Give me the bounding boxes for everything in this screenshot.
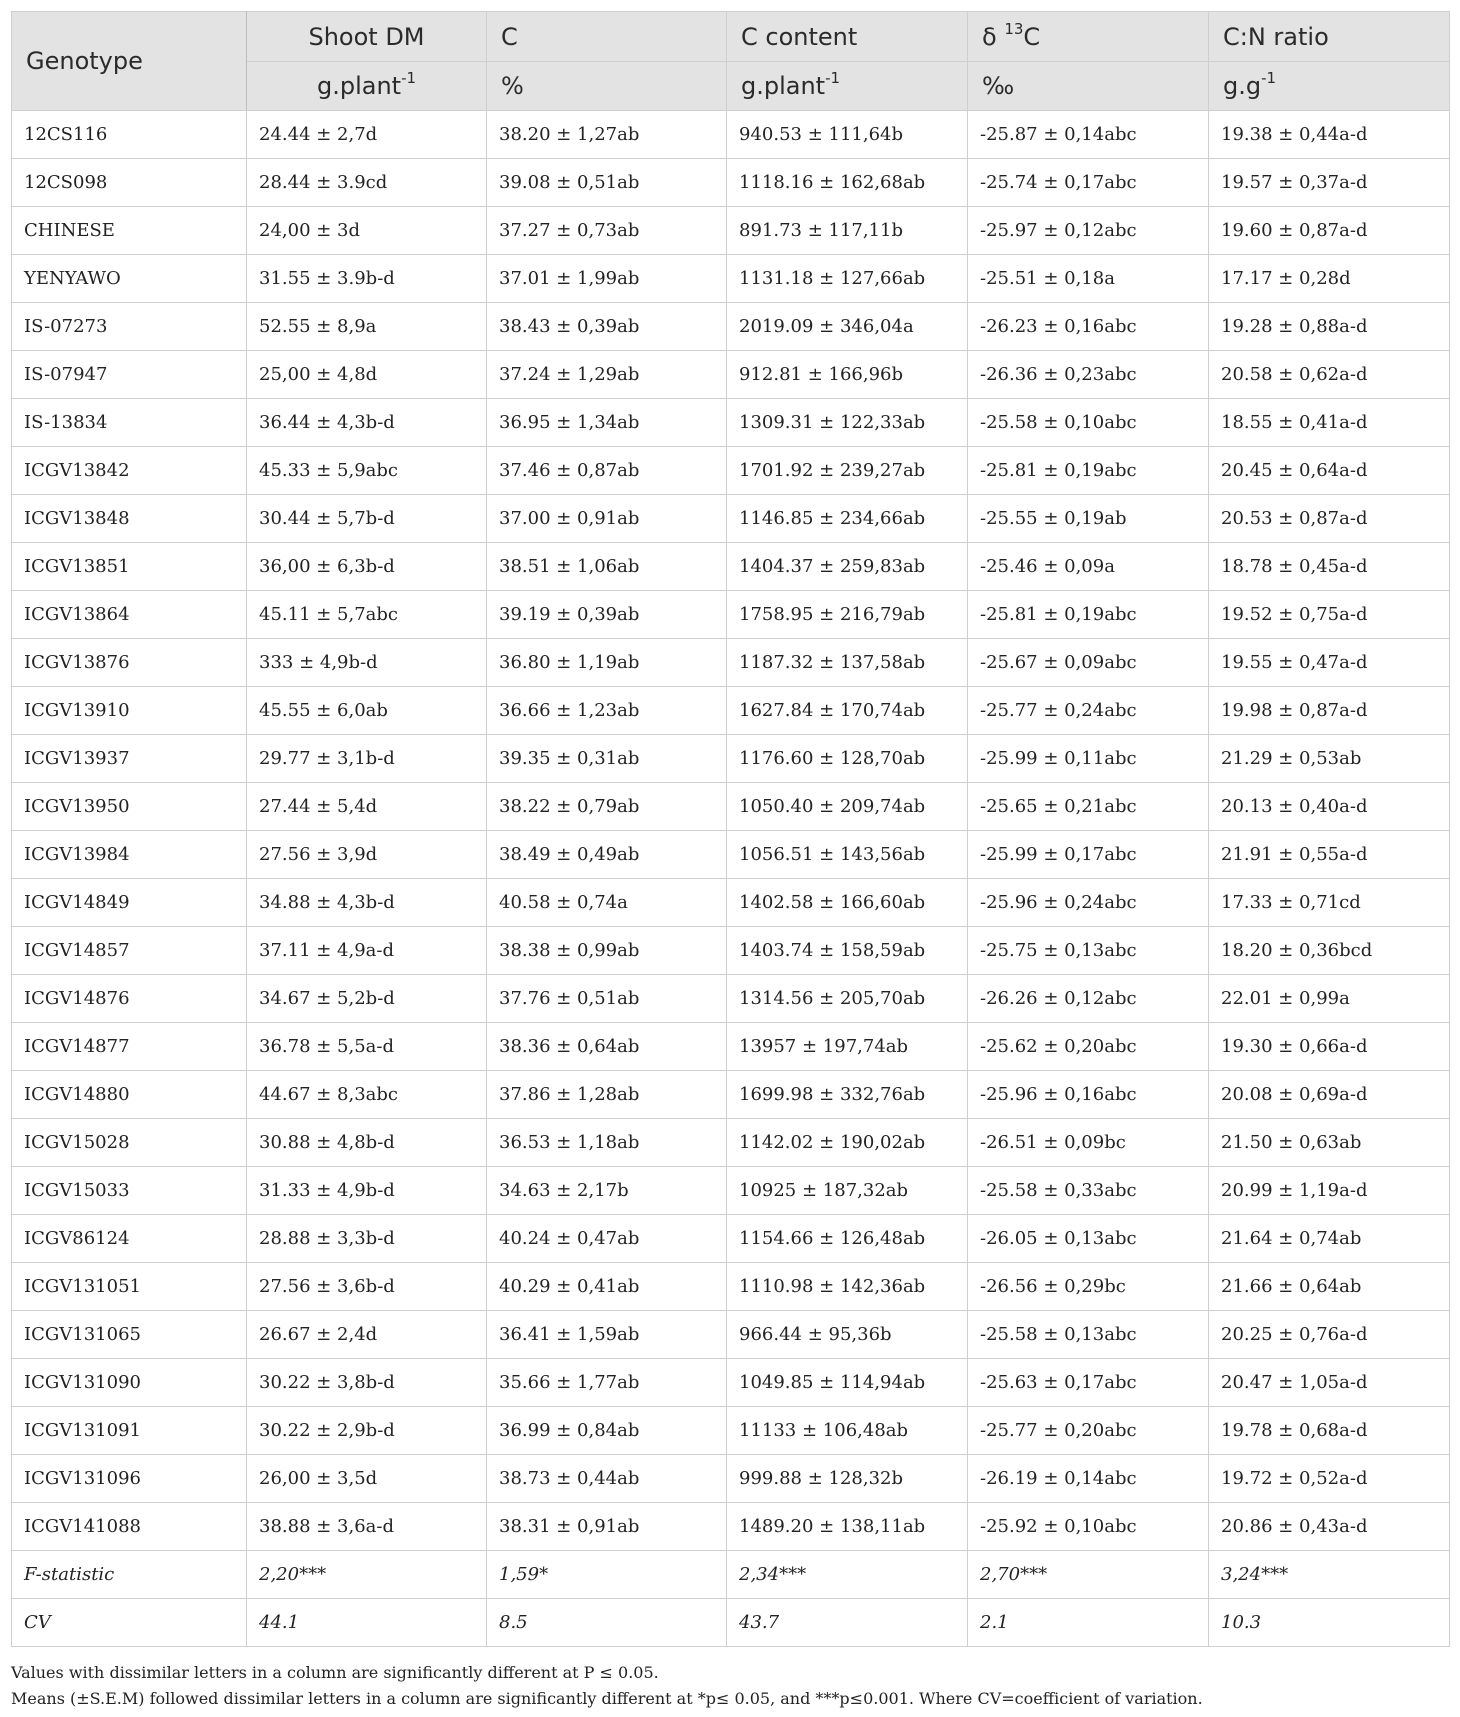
table-cell: 36,00 ± 6,3b-d [247,543,487,591]
table-cell: 912.81 ± 166,96b [727,351,968,399]
row-label-cell: ICGV13842 [12,447,247,495]
row-label-cell: ICGV131065 [12,1311,247,1359]
table-row [12,639,1450,687]
table-cell: 43.7 [727,1599,968,1647]
table-cell: 24,00 ± 3d [247,207,487,255]
table-row [12,495,1450,543]
table-cell: 44.67 ± 8,3abc [247,1071,487,1119]
table-cell: -26.36 ± 0,23abc [968,351,1209,399]
unit-c-content [727,62,968,111]
row-label-cell: ICGV14877 [12,1023,247,1071]
row-label-cell: ICGV13910 [12,687,247,735]
table-cell: 36.66 ± 1,23ab [487,687,727,735]
table-cell: 1142.02 ± 190,02ab [727,1119,968,1167]
table-row [12,207,1450,255]
table-cell: 26.67 ± 2,4d [247,1311,487,1359]
table-cell: 39.35 ± 0,31ab [487,735,727,783]
table-cell: -25.99 ± 0,11abc [968,735,1209,783]
row-label-cell: IS-07947 [12,351,247,399]
table-cell: -26.23 ± 0,16abc [968,303,1209,351]
unit-shoot-dm-base: g.plant [316,72,402,100]
row-label-cell: ICGV14876 [12,975,247,1023]
header-cn-ratio: C:N ratio [1209,12,1450,62]
table-cell: -25.96 ± 0,16abc [968,1071,1209,1119]
table-cell: 28.88 ± 3,3b-d [247,1215,487,1263]
table-cell: 38.31 ± 0,91ab [487,1503,727,1551]
table-cell: 28.44 ± 3.9cd [247,159,487,207]
table-cell: -25.92 ± 0,10abc [968,1503,1209,1551]
table-cell: 38.38 ± 0,99ab [487,927,727,975]
table-cell: 1050.40 ± 209,74ab [727,783,968,831]
table-cell: 1309.31 ± 122,33ab [727,399,968,447]
table-footnotes [11,1660,1203,1712]
table-cell: 27.56 ± 3,9d [247,831,487,879]
table-cell: 1701.92 ± 239,27ab [727,447,968,495]
table-cell: 8.5 [487,1599,727,1647]
table-cell: 891.73 ± 117,11b [727,207,968,255]
table-cell: 31.55 ± 3.9b-d [247,255,487,303]
table-cell: 19.38 ± 0,44a-d [1209,111,1450,159]
table-cell: 2,34*** [727,1551,968,1599]
row-label-cell: ICGV15033 [12,1167,247,1215]
table-cell: -26.56 ± 0,29bc [968,1263,1209,1311]
table-cell: 13957 ± 197,74ab [727,1023,968,1071]
table-cell: 17.17 ± 0,28d [1209,255,1450,303]
table-cell: 36.95 ± 1,34ab [487,399,727,447]
table-row [12,543,1450,591]
table-cell: 966.44 ± 95,36b [727,1311,968,1359]
row-label-cell: ICGV14880 [12,1071,247,1119]
table-cell: 333 ± 4,9b-d [247,639,487,687]
row-label-cell: 12CS098 [12,159,247,207]
table-cell: 39.19 ± 0,39ab [487,591,727,639]
row-label-cell: ICGV13876 [12,639,247,687]
table-cell: 38.73 ± 0,44ab [487,1455,727,1503]
table-cell: 34.67 ± 5,2b-d [247,975,487,1023]
table-cell: 38.22 ± 0,79ab [487,783,727,831]
table-row [12,1119,1450,1167]
footnote-means: Means (±S.E.M) followed dissimilar letters in a column are significantly different at *p≤ 0.05, and ***p≤0.001. Where CV=coefficient of variation. [11,1689,1203,1708]
table-cell: 20.86 ± 0,43a-d [1209,1503,1450,1551]
table-cell: 19.28 ± 0,88a-d [1209,303,1450,351]
table-cell: 37.86 ± 1,28ab [487,1071,727,1119]
table-cell: 20.08 ± 0,69a-d [1209,1071,1450,1119]
table-cell: 1154.66 ± 126,48ab [727,1215,968,1263]
table-cell: 45.33 ± 5,9abc [247,447,487,495]
table-cell: -26.05 ± 0,13abc [968,1215,1209,1263]
table-cell: 40.29 ± 0,41ab [487,1263,727,1311]
table-cell: 1699.98 ± 332,76ab [727,1071,968,1119]
table-cell: 3,24*** [1209,1551,1450,1599]
unit-shoot-dm [247,62,487,111]
table-cell: 37.27 ± 0,73ab [487,207,727,255]
unit-c-content-sup: -1 [825,69,841,87]
table-cell: 19.72 ± 0,52a-d [1209,1455,1450,1503]
table-cell: 1049.85 ± 114,94ab [727,1359,968,1407]
table-cell: 20.13 ± 0,40a-d [1209,783,1450,831]
table-cell: 25,00 ± 4,8d [247,351,487,399]
table-cell: 1118.16 ± 162,68ab [727,159,968,207]
row-label-cell: ICGV13937 [12,735,247,783]
table-row [12,1359,1450,1407]
table-cell: -25.99 ± 0,17abc [968,831,1209,879]
footnote-significance: Values with dissimilar letters in a column are significantly different at P ≤ 0.05. [11,1663,659,1682]
row-label-cell: ICGV86124 [12,1215,247,1263]
table-row [12,735,1450,783]
table-cell: 36.53 ± 1,18ab [487,1119,727,1167]
table-cell: 1146.85 ± 234,66ab [727,495,968,543]
table-row [12,111,1450,159]
table-row [12,1503,1450,1551]
table-row [12,1455,1450,1503]
unit-cn-ratio-base: g.g [1223,72,1262,100]
table-cell: 36.41 ± 1,59ab [487,1311,727,1359]
table-cell: 37.46 ± 0,87ab [487,447,727,495]
table-cell: 1489.20 ± 138,11ab [727,1503,968,1551]
table-cell: 20.53 ± 0,87a-d [1209,495,1450,543]
table-cell: 1056.51 ± 143,56ab [727,831,968,879]
table-cell: 21.64 ± 0,74ab [1209,1215,1450,1263]
table-row [12,399,1450,447]
table-cell: 10.3 [1209,1599,1450,1647]
table-cell: 38.49 ± 0,49ab [487,831,727,879]
row-label-cell: ICGV131091 [12,1407,247,1455]
table-row [12,1215,1450,1263]
table-cell: 26,00 ± 3,5d [247,1455,487,1503]
table-cell: 1404.37 ± 259,83ab [727,543,968,591]
table-cell: 1314.56 ± 205,70ab [727,975,968,1023]
table-cell: 20.99 ± 1,19a-d [1209,1167,1450,1215]
table-cell: -25.63 ± 0,17abc [968,1359,1209,1407]
table-cell: -25.51 ± 0,18a [968,255,1209,303]
table-cell: 52.55 ± 8,9a [247,303,487,351]
table-cell: 36.99 ± 0,84ab [487,1407,727,1455]
stat-row [12,1551,1450,1599]
table-cell: -25.74 ± 0,17abc [968,159,1209,207]
unit-delta13c: ‰ [968,62,1209,111]
table-cell: -25.58 ± 0,13abc [968,1311,1209,1359]
row-label-cell: ICGV131096 [12,1455,247,1503]
table-cell: 19.55 ± 0,47a-d [1209,639,1450,687]
table-cell: 36.78 ± 5,5a-d [247,1023,487,1071]
row-label-cell: ICGV13950 [12,783,247,831]
table-cell: 34.88 ± 4,3b-d [247,879,487,927]
header-delta13c-sup: 13 [1004,19,1024,38]
table-row [12,1263,1450,1311]
unit-c: % [487,62,727,111]
row-label-cell: YENYAWO [12,255,247,303]
table-cell: 30.44 ± 5,7b-d [247,495,487,543]
row-label-cell: ICGV13984 [12,831,247,879]
header-delta13c [968,12,1209,62]
table-row [12,591,1450,639]
row-label-cell: IS-07273 [12,303,247,351]
table-cell: -25.75 ± 0,13abc [968,927,1209,975]
table-row [12,927,1450,975]
table-cell: -25.67 ± 0,09abc [968,639,1209,687]
table-cell: 1758.95 ± 216,79ab [727,591,968,639]
table-cell: 1131.18 ± 127,66ab [727,255,968,303]
table-cell: 999.88 ± 128,32b [727,1455,968,1503]
header-shoot-dm: Shoot DM [247,12,487,62]
table-cell: 19.98 ± 0,87a-d [1209,687,1450,735]
table-cell: -26.51 ± 0,09bc [968,1119,1209,1167]
table-row [12,255,1450,303]
table-cell: 36.44 ± 4,3b-d [247,399,487,447]
table-cell: -25.77 ± 0,24abc [968,687,1209,735]
table-cell: 2019.09 ± 346,04a [727,303,968,351]
table-cell: 31.33 ± 4,9b-d [247,1167,487,1215]
table-cell: 18.20 ± 0,36bcd [1209,927,1450,975]
table-cell: 30.22 ± 3,8b-d [247,1359,487,1407]
table-cell: -26.19 ± 0,14abc [968,1455,1209,1503]
table-body [12,111,1450,1647]
table-cell: 940.53 ± 111,64b [727,111,968,159]
table-cell: 37.01 ± 1,99ab [487,255,727,303]
table-cell: 19.52 ± 0,75a-d [1209,591,1450,639]
table-cell: 37.24 ± 1,29ab [487,351,727,399]
table-cell: 2.1 [968,1599,1209,1647]
unit-cn-ratio-sup: -1 [1261,69,1277,87]
table-cell: -25.58 ± 0,33abc [968,1167,1209,1215]
table-cell: 38.43 ± 0,39ab [487,303,727,351]
table-row [12,1311,1450,1359]
table-cell: 34.63 ± 2,17b [487,1167,727,1215]
header-c-content: C content [727,12,968,62]
table-row [12,1407,1450,1455]
table-cell: 45.55 ± 6,0ab [247,687,487,735]
table-cell: 1402.58 ± 166,60ab [727,879,968,927]
row-label-cell: ICGV14849 [12,879,247,927]
row-label-cell: ICGV13851 [12,543,247,591]
table-cell: 30.22 ± 2,9b-d [247,1407,487,1455]
table-cell: 10925 ± 187,32ab [727,1167,968,1215]
table-cell: 2,20*** [247,1551,487,1599]
table-row [12,1023,1450,1071]
table-cell: 38.88 ± 3,6a-d [247,1503,487,1551]
table-cell: 20.45 ± 0,64a-d [1209,447,1450,495]
table-cell: -25.62 ± 0,20abc [968,1023,1209,1071]
table-cell: -25.65 ± 0,21abc [968,783,1209,831]
row-label-cell: ICGV131051 [12,1263,247,1311]
table-cell: 39.08 ± 0,51ab [487,159,727,207]
table-cell: 27.44 ± 5,4d [247,783,487,831]
row-label-cell: ICGV13848 [12,495,247,543]
table-cell: 1,59* [487,1551,727,1599]
table-cell: 40.24 ± 0,47ab [487,1215,727,1263]
table-cell: 38.36 ± 0,64ab [487,1023,727,1071]
row-label-cell: CV [12,1599,247,1647]
table-cell: -25.96 ± 0,24abc [968,879,1209,927]
table-cell: 24.44 ± 2,7d [247,111,487,159]
table-row [12,159,1450,207]
table-cell: -26.26 ± 0,12abc [968,975,1209,1023]
table-cell: 37.00 ± 0,91ab [487,495,727,543]
table-cell: 35.66 ± 1,77ab [487,1359,727,1407]
table-cell: 1176.60 ± 128,70ab [727,735,968,783]
table-cell: 1403.74 ± 158,59ab [727,927,968,975]
row-label-cell: IS-13834 [12,399,247,447]
table-cell: 17.33 ± 0,71cd [1209,879,1450,927]
table-cell: 45.11 ± 5,7abc [247,591,487,639]
table-cell: 37.76 ± 0,51ab [487,975,727,1023]
table-cell: 1627.84 ± 170,74ab [727,687,968,735]
table-cell: 1110.98 ± 142,36ab [727,1263,968,1311]
table-cell: 21.66 ± 0,64ab [1209,1263,1450,1311]
table-cell: 20.58 ± 0,62a-d [1209,351,1450,399]
table-container [11,11,1449,1647]
table-cell: 21.29 ± 0,53ab [1209,735,1450,783]
table-header [12,12,1450,111]
table-cell: 20.47 ± 1,05a-d [1209,1359,1450,1407]
unit-shoot-dm-sup: -1 [401,69,417,87]
header-delta13c-base: δ [982,22,1005,51]
table-cell: 2,70*** [968,1551,1209,1599]
row-label-cell: CHINESE [12,207,247,255]
table-cell: 21.91 ± 0,55a-d [1209,831,1450,879]
unit-c-content-base: g.plant [741,72,826,100]
table-row [12,303,1450,351]
table-cell: 37.11 ± 4,9a-d [247,927,487,975]
header-genotype: Genotype [12,12,247,111]
row-label-cell: 12CS116 [12,111,247,159]
row-label-cell: ICGV141088 [12,1503,247,1551]
header-c: C [487,12,727,62]
table-cell: 18.78 ± 0,45a-d [1209,543,1450,591]
stat-row [12,1599,1450,1647]
table-row [12,687,1450,735]
table-cell: 22.01 ± 0,99a [1209,975,1450,1023]
header-delta13c-tail: C [1023,22,1041,51]
genotype-carbon-table [11,11,1450,1647]
table-cell: 11133 ± 106,48ab [727,1407,968,1455]
table-row [12,975,1450,1023]
table-row [12,783,1450,831]
table-cell: 38.20 ± 1,27ab [487,111,727,159]
table-row [12,1167,1450,1215]
row-label-cell: ICGV15028 [12,1119,247,1167]
table-cell: -25.81 ± 0,19abc [968,447,1209,495]
table-cell: 1187.32 ± 137,58ab [727,639,968,687]
unit-cn-ratio [1209,62,1450,111]
table-cell: 30.88 ± 4,8b-d [247,1119,487,1167]
row-label-cell: ICGV13864 [12,591,247,639]
table-row [12,351,1450,399]
table-cell: 29.77 ± 3,1b-d [247,735,487,783]
table-row [12,1071,1450,1119]
table-cell: -25.97 ± 0,12abc [968,207,1209,255]
table-cell: -25.81 ± 0,19abc [968,591,1209,639]
row-label-cell: F-statistic [12,1551,247,1599]
table-cell: -25.58 ± 0,10abc [968,399,1209,447]
table-row [12,879,1450,927]
table-cell: 19.57 ± 0,37a-d [1209,159,1450,207]
table-cell: 36.80 ± 1,19ab [487,639,727,687]
table-cell: 19.60 ± 0,87a-d [1209,207,1450,255]
table-cell: -25.46 ± 0,09a [968,543,1209,591]
row-label-cell: ICGV131090 [12,1359,247,1407]
row-label-cell: ICGV14857 [12,927,247,975]
table-cell: 21.50 ± 0,63ab [1209,1119,1450,1167]
table-cell: -25.87 ± 0,14abc [968,111,1209,159]
table-cell: 40.58 ± 0,74a [487,879,727,927]
table-cell: 19.30 ± 0,66a-d [1209,1023,1450,1071]
table-row [12,447,1450,495]
table-cell: 18.55 ± 0,41a-d [1209,399,1450,447]
table-cell: 44.1 [247,1599,487,1647]
table-cell: -25.55 ± 0,19ab [968,495,1209,543]
table-cell: 19.78 ± 0,68a-d [1209,1407,1450,1455]
table-cell: 38.51 ± 1,06ab [487,543,727,591]
table-cell: -25.77 ± 0,20abc [968,1407,1209,1455]
table-cell: 20.25 ± 0,76a-d [1209,1311,1450,1359]
table-row [12,831,1450,879]
table-cell: 27.56 ± 3,6b-d [247,1263,487,1311]
